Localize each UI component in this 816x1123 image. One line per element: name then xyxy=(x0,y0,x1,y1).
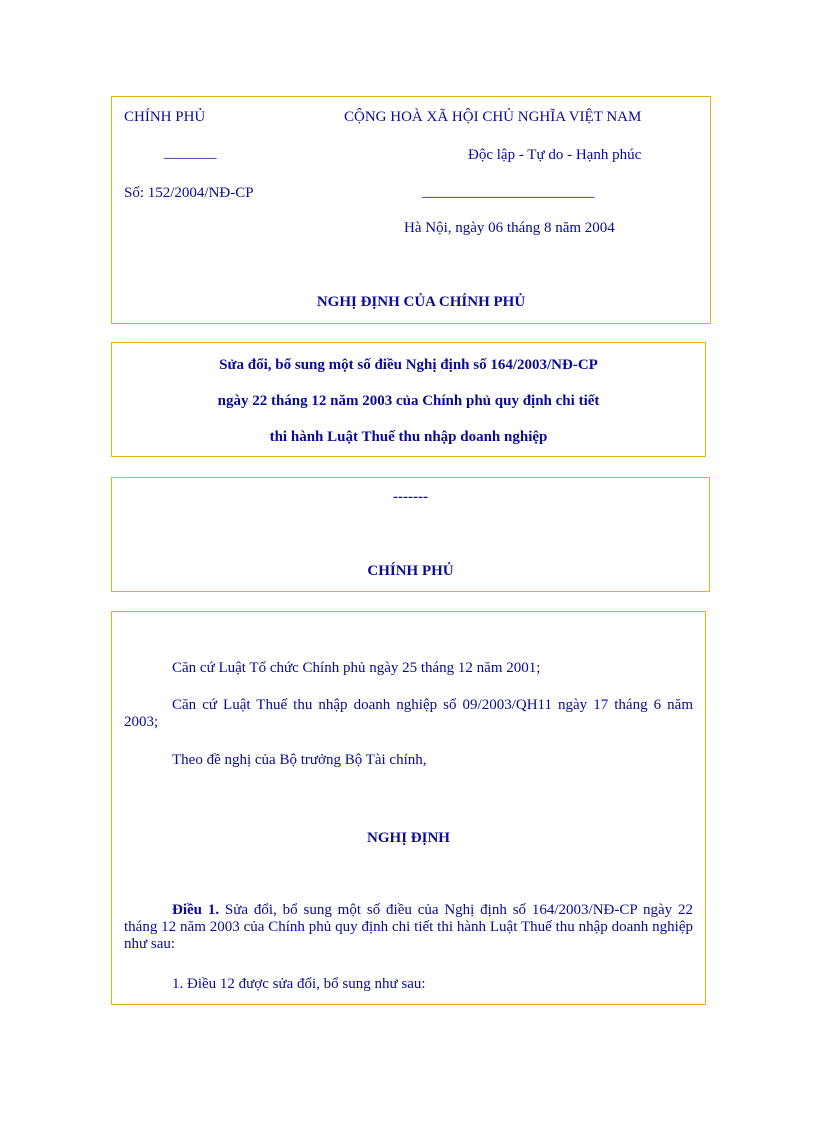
issuer-name: CHÍNH PHỦ xyxy=(367,563,454,579)
state-title: CỘNG HOÀ XÃ HỘI CHỦ NGHĨA VIỆT NAM xyxy=(344,109,642,125)
decree-heading: NGHỊ ĐỊNH xyxy=(367,830,450,846)
header-box xyxy=(111,96,711,324)
subject-box xyxy=(111,342,706,457)
subject-line-2: ngày 22 tháng 12 năm 2003 của Chính phủ quy định chi tiết xyxy=(217,393,600,409)
separator-dashes: ------- xyxy=(393,489,428,505)
motto-underline: _______________________ xyxy=(422,184,595,200)
decree-title: NGHỊ ĐỊNH CỦA CHÍNH PHỦ xyxy=(316,294,526,310)
issuing-org: CHÍNH PHỦ xyxy=(124,109,206,125)
legal-basis-1: Căn cứ Luật Tổ chức Chính phủ ngày 25 tháng 12 năm 2001; xyxy=(172,660,541,676)
org-underline: _______ xyxy=(164,145,217,161)
subject-line-3: thi hành Luật Thuế thu nhập doanh nghiệp xyxy=(269,429,548,445)
legal-basis-2: Căn cứ Luật Thuế thu nhập doanh nghiệp số 09/2003/QH11 ngày 17 tháng 6 năm 2003; xyxy=(124,697,693,730)
issuer-box xyxy=(111,477,710,592)
article-1-text: Sửa đổi, bổ sung một số điều của Nghị định số 164/2003/NĐ-CP ngày 22 tháng 12 năm 2003 của Chính phủ quy định chi tiết thi hành Luật Thuế thu nhập doanh nghiệp như sau: xyxy=(124,902,693,952)
national-motto: Độc lập - Tự do - Hạnh phúc xyxy=(468,147,642,163)
subject-line-1: Sửa đổi, bổ sung một số điều Nghị định số 164/2003/NĐ-CP xyxy=(219,357,598,373)
document-number: Số: 152/2004/NĐ-CP xyxy=(124,185,254,201)
article-1-item-1: 1. Điều 12 được sửa đổi, bổ sung như sau: xyxy=(172,976,426,992)
article-1-label: Điều 1. xyxy=(172,902,220,918)
date-place: Hà Nội, ngày 06 tháng 8 năm 2004 xyxy=(404,220,615,236)
body-box xyxy=(111,611,706,1005)
legal-basis-3: Theo đề nghị của Bộ trưởng Bộ Tài chính, xyxy=(172,752,427,768)
article-1 xyxy=(124,902,693,953)
